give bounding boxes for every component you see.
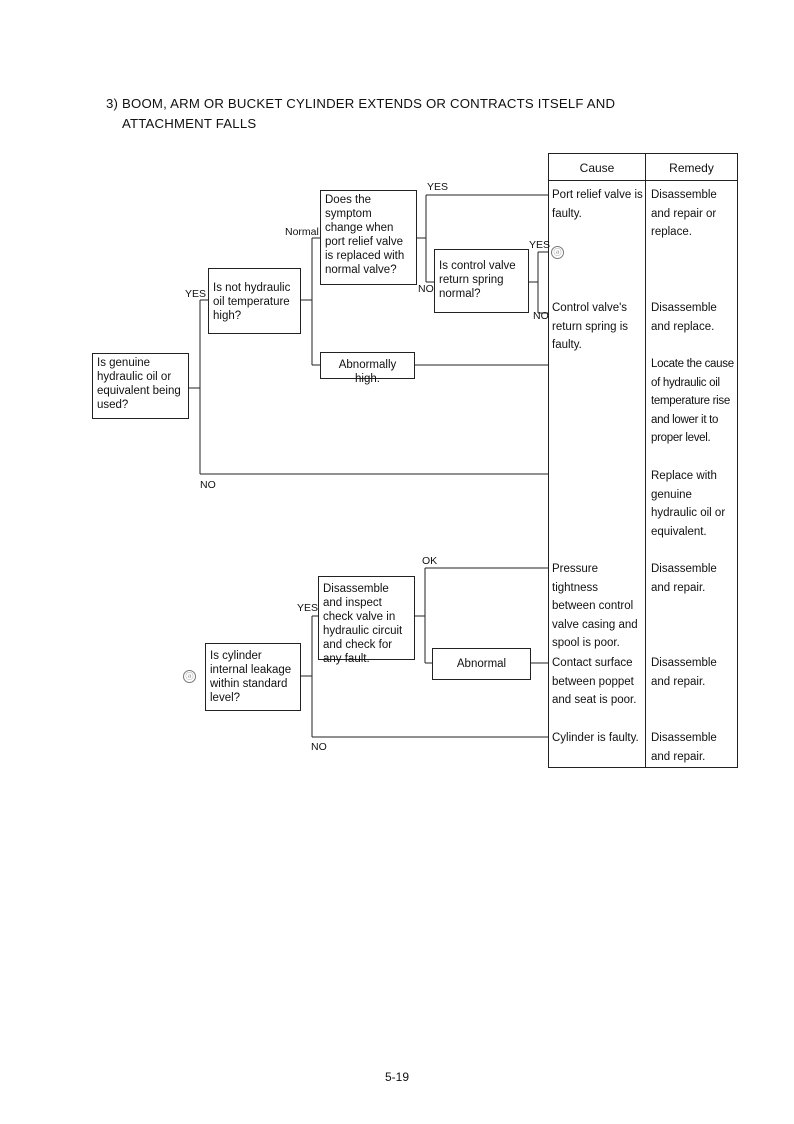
title-line-1: BOOM, ARM OR BUCKET CYLINDER EXTENDS OR CONTRACTS ITSELF AND (122, 96, 616, 111)
label-yes-symptom: YES (427, 181, 449, 193)
label-yes-spring: YES (529, 239, 551, 251)
remedy-cell: Disassemble and repair. (651, 657, 717, 688)
cause-cell: Pressure tightness between control valve casing and spool is poor. (552, 563, 638, 650)
abnormal-box: Abnormal (432, 648, 531, 680)
label-no-genuine: NO (200, 479, 216, 491)
cause-cell: Port relief valve is faulty. (552, 189, 643, 220)
question-genuine-oil: Is genuine hydraulic oil or equivalent being used? (92, 353, 189, 419)
abnormally-high-box: Abnormally high. (320, 352, 415, 379)
marker-a-icon: ⓐ (183, 670, 196, 683)
cause-cell: Control valve's return spring is faulty. (552, 302, 629, 352)
label-yes-leak: YES (297, 602, 319, 614)
remedy-cell: Disassemble and replace. (651, 302, 717, 333)
remedy-cell: Replace with genuine hydraulic oil or equivalent. (651, 470, 726, 538)
remedy-cell: Disassemble and repair or replace. (651, 189, 717, 239)
page-number: 5-19 (384, 1070, 410, 1084)
inspect-check-valve-box: Disassemble and inspect check valve in hydraulic circuit and check for any fault. (318, 576, 415, 660)
title-line-2: ATTACHMENT FALLS (122, 116, 257, 131)
remedy-cell: Disassemble and repair. (651, 732, 717, 763)
label-no-leak: NO (311, 741, 327, 753)
label-normal: Normal (285, 226, 319, 238)
label-ok: OK (422, 555, 438, 567)
cause-cell: Cylinder is faulty. (552, 732, 639, 744)
remedy-cell: Disassemble and repair. (651, 563, 717, 594)
label-no-symptom: NO (418, 283, 434, 295)
cause-header: Cause (579, 161, 615, 175)
question-symptom-change: Does the symptom change when port relief valve is replaced with normal valve? (320, 190, 417, 285)
label-yes-temp: YES (185, 288, 207, 300)
remedy-cell: Locate the cause of hydraulic oil temperature rise and lower it to proper level. (651, 358, 734, 445)
question-internal-leakage: Is cylinder internal leakage within standard level? (205, 643, 301, 711)
question-oil-temperature: Is not hydraulic oil temperature high? (208, 268, 301, 334)
marker-a-icon: ⓐ (551, 246, 564, 259)
remedy-header: Remedy (669, 161, 714, 175)
question-return-spring: Is control valve return spring normal? (434, 249, 529, 313)
cause-cell: Contact surface between poppet and seat is poor. (552, 657, 637, 707)
label-no-spring: NO (533, 310, 549, 322)
title-number: 3) (106, 96, 119, 111)
